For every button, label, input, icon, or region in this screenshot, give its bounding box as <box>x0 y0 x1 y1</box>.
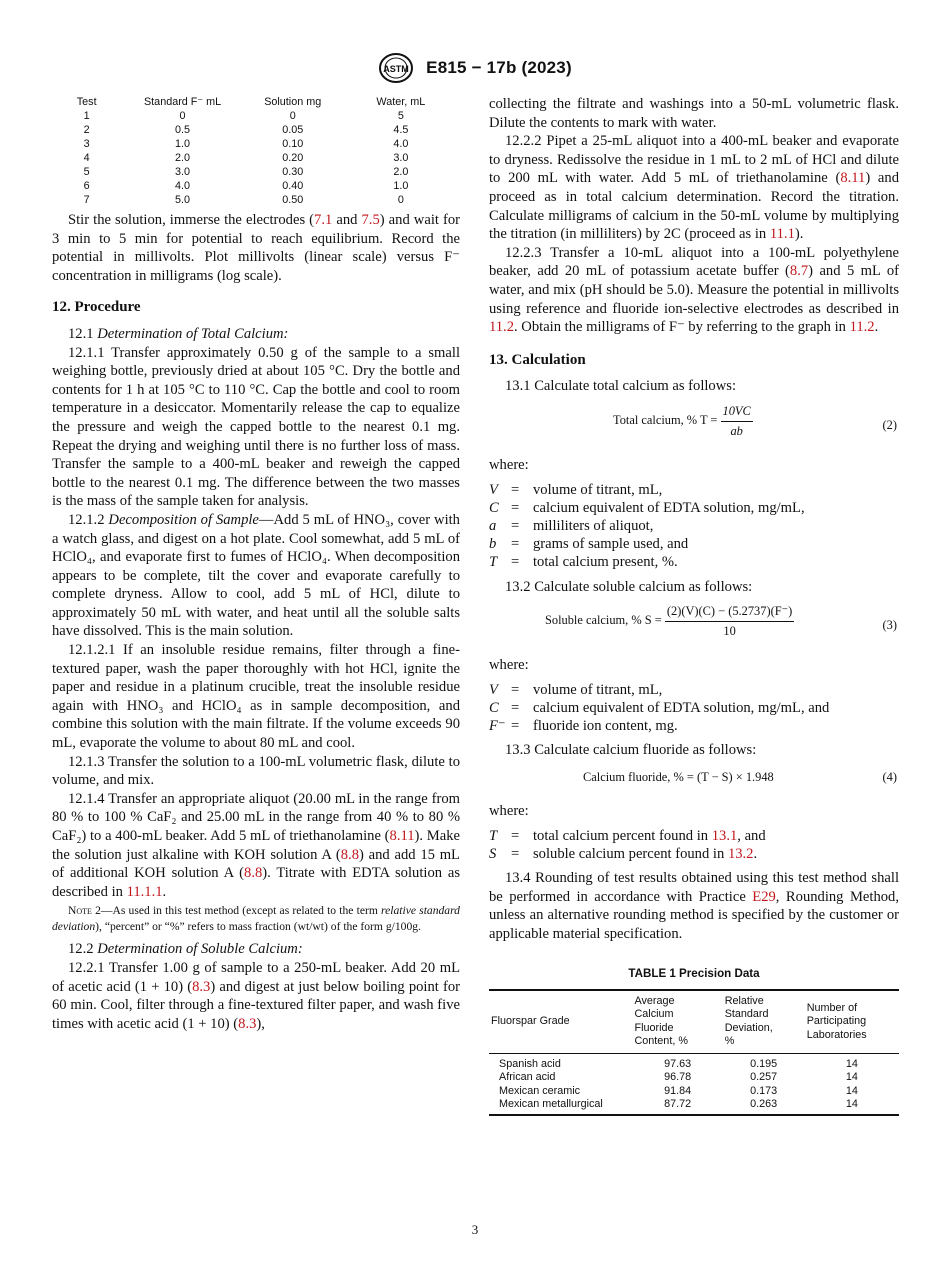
where-label: where: <box>489 802 529 819</box>
paragraph-12-2-3: 12.2.3 Transfer a 10-mL aliquot into a 100-mL polyethylene beaker, add 20 mL of potassium acetate buffer (8.7) and 5 mL of water, and mix (pH should be 5.0). Measure the potential in millivolts using reference and fluoride ion-selective electrodes as described in 11.2. Obtain the milligrams of F⁻ by referring to the graph in 11.2. <box>489 244 899 336</box>
table-cell: 91.84 <box>664 1084 692 1097</box>
variable-list <box>489 481 899 572</box>
section-heading-procedure: 12. Procedure <box>52 299 141 316</box>
table-row <box>52 109 460 123</box>
table-cell: 4.5 <box>393 124 409 136</box>
cross-reference-link[interactable]: 13.2 <box>727 845 754 862</box>
table-cell: 5.0 <box>175 194 191 206</box>
table-cell: 2.0 <box>393 166 409 178</box>
table-cell: 1 <box>83 110 90 122</box>
variable-symbol: T <box>489 827 498 844</box>
calibration-table <box>52 95 460 207</box>
paragraph-12-1-2: 12.1.2 Decomposition of Sample—Add 5 mL of HNO₃, cover with a watch glass, and digest on a hot plate. Cool somewhat, add 5 mL of HClO₄, and evaporate first to fumes of HClO₄. When decomposition appears to be complete, tilt the cover and evaporate carefully to complete dryness. Allow to cool, add 5 mL of HCl, dilute to approximately 50 mL with water, and heat until all the soluble salts have dissolved. This is the main solution. <box>52 511 460 640</box>
table-header-row <box>489 990 899 1054</box>
cross-reference-link[interactable]: E29 <box>752 888 776 905</box>
table-cell: 0.05 <box>282 124 304 136</box>
variable-symbol: S <box>489 845 497 862</box>
equals-sign: = <box>511 481 520 498</box>
cross-reference-link[interactable]: 8.11 <box>840 170 866 187</box>
variable-list <box>489 681 899 736</box>
table-cell: 1.0 <box>175 138 191 150</box>
table-cell: 2.0 <box>175 152 191 164</box>
table-cell: 7 <box>83 194 90 206</box>
cross-reference-link[interactable]: 8.3 <box>238 1015 257 1032</box>
table-row <box>52 151 460 165</box>
table-row <box>489 1098 899 1115</box>
table-row <box>489 1085 899 1099</box>
table-cell: 0.50 <box>282 194 304 206</box>
note-2: Note 2—As used in this test method (except as related to the term relative standard deviation), “percent” or “%” refers to mass fraction (wt/wt) of the form g/100g. <box>52 904 460 933</box>
variable-definition <box>489 553 899 571</box>
table-cell: 0 <box>289 110 296 122</box>
variable-description: calcium equivalent of EDTA solution, mg/mL, <box>533 499 805 516</box>
cross-reference-link[interactable]: 8.8 <box>244 865 263 882</box>
variable-description: total calcium present, %. <box>533 554 678 571</box>
table-cell: 96.78 <box>664 1071 692 1084</box>
subsection-heading-12-1: 12.1 Determination of Total Calcium: <box>68 325 289 342</box>
table-cell: 0.30 <box>282 166 304 178</box>
page-header <box>0 52 950 84</box>
table-cell: 0.40 <box>282 180 304 192</box>
variable-symbol: V <box>489 681 498 698</box>
precision-table <box>489 989 899 1116</box>
variable-description: milliliters of aliquot, <box>533 517 654 534</box>
table-cell: 14 <box>805 1098 899 1115</box>
cross-reference-link[interactable]: 8.11 <box>389 828 415 844</box>
equation-2 <box>489 402 899 446</box>
table-row <box>52 123 460 137</box>
paragraph-13-4: 13.4 Rounding of test results obtained using this test method shall be performed in accordance with Practice E29, Rounding Method, unless an alternative rounding method is specified by the customer or applicable material specification. <box>489 869 899 942</box>
paragraph-12-2-2: 12.2.2 Pipet a 25-mL aliquot into a 400-mL beaker and evaporate to dryness. Redissolve the residue in 1 mL to 2 mL of HCl and dilute to 200 mL with water. Add 5 mL of triethanolamine (8.11) and proceed as in total calcium determination. Record the titration. Calculate milligrams of calcium in the 50-mL volume by multiplying the titration (in milliliters) by 2C (proceed as in 11.1). <box>489 133 899 243</box>
variable-definition <box>489 699 899 717</box>
variable-definition <box>489 827 899 845</box>
variable-symbol: V <box>489 481 498 498</box>
variable-symbol: a <box>489 517 497 534</box>
column-header: Test <box>76 96 97 108</box>
variable-description: calcium equivalent of EDTA solution, mg/mL, and <box>533 699 830 716</box>
equation-lhs: Total calcium, % T = <box>613 412 718 427</box>
table-cell: 0.173 <box>750 1084 778 1097</box>
column-header: Fluorspar Grade <box>489 990 633 1054</box>
column-header: Solution mg <box>264 96 322 108</box>
table-cell: 4 <box>83 152 90 164</box>
right-column <box>489 95 899 1116</box>
cross-reference-link[interactable]: 7.1 <box>314 212 333 228</box>
variable-list <box>489 827 899 863</box>
paragraph-13-1: 13.1 Calculate total calcium as follows: <box>505 378 737 395</box>
table-row <box>489 1071 899 1085</box>
table-row <box>52 165 460 179</box>
cross-reference-link[interactable]: 7.5 <box>361 212 380 228</box>
variable-definition <box>489 481 899 499</box>
equals-sign: = <box>511 536 520 553</box>
cross-reference-link[interactable]: 8.7 <box>789 263 809 280</box>
page-number: 3 <box>471 1222 479 1237</box>
equation-number: (2) <box>882 417 897 432</box>
table-cell: 0.5 <box>175 124 191 136</box>
variable-symbol: T <box>489 554 498 571</box>
cross-reference-link[interactable]: 11.2 <box>849 319 875 336</box>
equation-fraction: $\frac{10VC}{ab}$ <box>722 403 751 438</box>
table-cell: Spanish acid <box>499 1057 561 1070</box>
column-header: Standard F⁻ mL <box>143 96 222 108</box>
table-row <box>52 137 460 151</box>
table-cell: 0.20 <box>282 152 304 164</box>
table-cell: 0 <box>179 110 186 122</box>
table-cell: 97.63 <box>664 1057 692 1070</box>
variable-description: volume of titrant, mL, <box>533 481 663 498</box>
cross-reference-link[interactable]: 13.1 <box>711 827 738 844</box>
equals-sign: = <box>511 554 520 571</box>
table-cell: 87.72 <box>633 1098 723 1115</box>
document-title: E815 − 17b (2023) <box>426 58 572 77</box>
equals-sign: = <box>511 499 520 516</box>
equals-sign: = <box>511 845 520 862</box>
table-caption: TABLE 1 Precision Data <box>628 967 760 981</box>
table-cell: African acid <box>499 1071 556 1084</box>
table-cell: 6 <box>83 180 90 192</box>
equals-sign: = <box>511 681 520 698</box>
variable-description: soluble calcium percent found in 13.2. <box>533 845 758 862</box>
table-cell: 0 <box>397 194 404 206</box>
column-header: Water, mL <box>376 96 426 108</box>
section-heading-calculation: 13. Calculation <box>489 351 586 368</box>
cross-reference-link[interactable]: 11.1.1 <box>126 883 163 900</box>
equation-4 <box>489 768 899 794</box>
equation-text: Calcium fluoride, % = (T − S) × 1.948 <box>583 769 774 784</box>
equals-sign: = <box>511 699 520 716</box>
equals-sign: = <box>511 827 520 844</box>
equation-lhs: Soluble calcium, % S = <box>545 613 662 628</box>
cross-reference-link[interactable]: 11.1 <box>769 226 795 243</box>
table-cell: 4.0 <box>175 180 191 192</box>
variable-description: total calcium percent found in 13.1, and <box>533 827 766 844</box>
cross-reference-link[interactable]: 8.8 <box>340 846 359 863</box>
svg-text:ASTM: ASTM <box>383 64 409 74</box>
variable-definition <box>489 845 899 863</box>
left-column <box>52 95 460 1033</box>
variable-symbol: C <box>489 699 499 716</box>
where-label: where: <box>489 657 529 674</box>
table-cell: Mexican metallurgical <box>489 1098 633 1115</box>
equals-sign: = <box>511 718 520 735</box>
paragraph-13-3: 13.3 Calculate calcium fluoride as follows: <box>505 742 757 759</box>
where-label: where: <box>489 456 529 473</box>
table-cell: 4.0 <box>393 138 409 150</box>
table-cell: 14 <box>845 1084 858 1097</box>
cross-reference-link[interactable]: 11.2 <box>489 319 514 336</box>
table-cell: 14 <box>845 1057 858 1070</box>
variable-description: grams of sample used, and <box>533 536 689 553</box>
paragraph-12-1-1: 12.1.1 Transfer approximately 0.50 g of the sample to a small weighing bottle, previously dried at about 105 °C. Dry the bottle and contents for 1 h at 105 °C to 110 °C. Cap the bottle and cool to room temperature in a desiccator. Momentarily release the cap to equalize the pressure and weigh the capped bottle to the nearest 0.1 mg. Repeat the drying and weighing until there is no further loss of mass. Transfer the sample to a 400-mL beaker and reweigh the capped bottle to the nearest 0.1 mg. The difference between the two masses is the mass of the sample taken for analysis. <box>52 344 460 510</box>
table-row <box>52 179 460 193</box>
table-cell: 1.0 <box>393 180 409 192</box>
table-cell: 5 <box>397 110 404 122</box>
paragraph-13-2: 13.2 Calculate soluble calcium as follows: <box>505 578 753 595</box>
paragraph-continued: collecting the filtrate and washings into a 50-mL volumetric flask. Dilute the contents to mark with water. <box>489 96 899 131</box>
paragraph-12-1-3: 12.1.3 Transfer the solution to a 100-mL volumetric flask, dilute to volume, and mix. <box>52 753 460 789</box>
table-cell: 3 <box>83 138 90 150</box>
equation-number: (4) <box>882 769 897 784</box>
table-cell: 0.195 <box>750 1057 778 1070</box>
variable-definition <box>489 717 899 735</box>
equation-fraction: $\frac{(2)(V)(C) - (5.2737)(F^-)}{10}$ <box>666 604 793 638</box>
variable-definition <box>489 681 899 699</box>
table-cell: 3.0 <box>393 152 409 164</box>
precision-table-body <box>489 1053 899 1115</box>
column-header: Relative Standard Deviation, % <box>723 990 805 1054</box>
table-header-row <box>52 95 460 109</box>
table-row <box>52 193 460 207</box>
variable-symbol: b <box>489 536 497 553</box>
table-cell: 0.257 <box>750 1071 778 1084</box>
equation-3 <box>489 602 899 646</box>
table-cell: Mexican ceramic <box>499 1084 580 1097</box>
table-cell: 2 <box>83 124 90 136</box>
column-header: Number of Participating Laboratories <box>805 990 899 1054</box>
astm-logo-icon <box>378 52 414 84</box>
equals-sign: = <box>511 517 520 534</box>
cross-reference-link[interactable]: 8.3 <box>192 978 211 995</box>
table-cell: 5 <box>83 166 90 178</box>
column-header: Average Calcium Fluoride Content, % <box>633 990 723 1054</box>
variable-definition <box>489 517 899 535</box>
variable-symbol: F⁻ <box>489 718 506 735</box>
calibration-table-body <box>52 109 460 207</box>
equation-number: (3) <box>882 618 897 633</box>
table-cell: 0.10 <box>282 138 304 150</box>
paragraph-12-2-1: 12.2.1 Transfer 1.00 g of sample to a 250-mL beaker. Add 20 mL of acetic acid (1 + 10) (8.3) and digest at just below boiling point for 60 min. Cool, filter through a fine-textured filter paper, and wash five times with acetic acid (1 + 10) (8.3), <box>52 959 460 1032</box>
paragraph-stir: Stir the solution, immerse the electrodes (7.1 and 7.5) and wait for 3 min to 5 min for potential to reach equilibrium. Record the potential in millivolts. Plot millivolts (linear scale) versus F⁻ concentration in milligrams (log scale). <box>52 212 461 284</box>
variable-definition <box>489 535 899 553</box>
variable-description: volume of titrant, mL, <box>533 681 663 698</box>
paragraph-12-1-2-1: 12.1.2.1 If an insoluble residue remains, filter through a fine-textured paper, wash the paper thoroughly with hot HCl, ignite the paper and residue in a platinum crucible, treat the insoluble residue again with HNO₃ and HClO₄ as in sample decomposition, and combine this solution with the main filtrate. If the volume exceeds 90 mL, evaporate the volume to about 80 mL and cool. <box>52 642 460 752</box>
variable-description: fluoride ion content, mg. <box>533 718 678 735</box>
table-cell: 0.263 <box>723 1098 805 1115</box>
table-cell: 14 <box>845 1071 858 1084</box>
table-row <box>489 1053 899 1071</box>
paragraph-12-1-4: 12.1.4 Transfer an appropriate aliquot (20.00 mL in the range from 80 % to 100 % CaF₂ and 25.00 mL in the range from 40 % to 80 % CaF₂) to a 400-mL beaker. Add 5 mL of triethanolamine (8.11). Make the solution just alkaline with KOH solution A (8.8) and add 15 mL of additional KOH solution A (8.8). Titrate with EDTA solution as described in 11.1.1. <box>52 790 461 900</box>
subsection-heading-12-2: 12.2 Determination of Soluble Calcium: <box>68 941 303 958</box>
variable-definition <box>489 499 899 517</box>
table-cell: 3.0 <box>175 166 191 178</box>
variable-symbol: C <box>489 499 499 516</box>
